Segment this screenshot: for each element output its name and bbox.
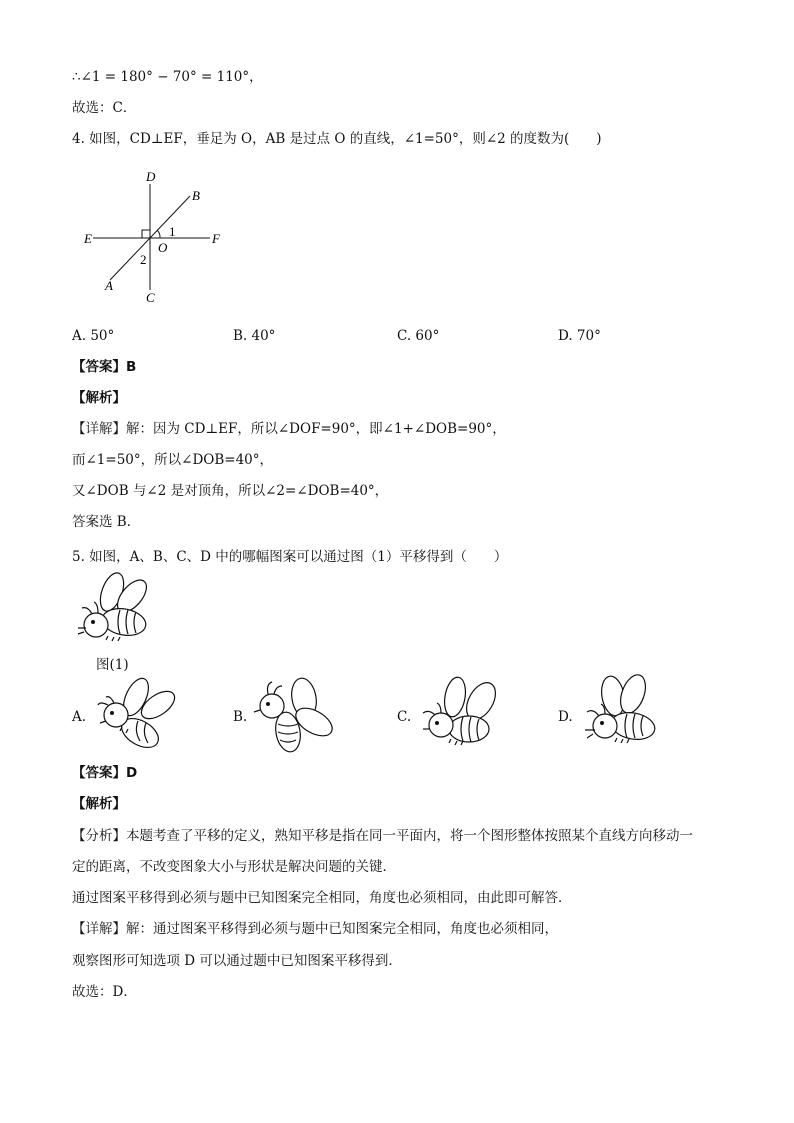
q4-analysis-heading: 【解析】: [72, 390, 126, 406]
label-C: C: [146, 290, 155, 305]
q4-detail-3: 又∠DOB 与∠2 是对顶角，所以∠2=∠DOB=40°，: [72, 483, 389, 499]
bee-option-b: [248, 672, 338, 757]
label-O: O: [158, 240, 168, 255]
label-angle-1: 1: [169, 224, 176, 239]
q4-option-b: B. 40°: [233, 328, 276, 344]
q5-detail-2: 观察图形可知选项 D 可以通过题中已知图案平移得到．: [72, 953, 402, 969]
line-conclusion: ∴∠1 = 180° − 70° = 110°，: [72, 69, 263, 85]
line-answer-choice: 故选：C．: [72, 100, 137, 116]
q5-analysis-2: 定的距离，不改变图象大小与形状是解决问题的关键．: [72, 859, 396, 875]
question-4: 4. 如图，CD⊥EF，垂足为 O，AB 是过点 O 的直线，∠1=50°，则∠2 的度数为( ): [72, 131, 602, 147]
q4-detail-4: 答案选 B．: [72, 514, 141, 530]
q5-option-a: A.: [72, 709, 87, 725]
q5-analysis-3: 通过图案平移得到必须与题中已知图案完全相同，角度也必须相同，由此即可解答．: [72, 890, 572, 906]
q5-analysis-heading: 【解析】: [72, 796, 126, 812]
question-5: 5. 如图，A、B、C、D 中的哪幅图案可以通过图（1）平移得到（ ）: [72, 549, 508, 565]
bee-option-d: [575, 672, 665, 752]
q5-option-b: B.: [233, 709, 248, 725]
label-D: D: [146, 169, 156, 184]
label-E: E: [84, 231, 92, 246]
fig1-caption: 图(1): [96, 657, 129, 673]
q5-conclusion: 故选：D．: [72, 984, 137, 1000]
q4-option-c: C. 60°: [397, 328, 440, 344]
q4-detail-2: 而∠1=50°，所以∠DOB=40°，: [72, 452, 274, 468]
q4-option-a: A. 50°: [72, 328, 115, 344]
label-angle-2: 2: [140, 252, 147, 267]
q4-detail-1: 【详解】解：因为 CD⊥EF，所以∠DOF=90°，即∠1+∠DOB=90°，: [72, 421, 506, 437]
label-F: F: [212, 231, 220, 246]
label-B: B: [192, 188, 200, 203]
angle-figure: [80, 162, 240, 312]
q5-analysis-1: 【分析】本题考查了平移的定义，熟知平移是指在同一平面内，将一个图形整体按照某个直线方向移动一: [72, 828, 693, 844]
bee-option-c: [415, 675, 505, 755]
q4-answer: 【答案】B: [72, 359, 137, 375]
label-A: A: [105, 278, 113, 293]
q5-option-c: C.: [397, 709, 412, 725]
q5-detail-1: 【详解】解：通过图案平移得到必须与题中已知图案完全相同，角度也必须相同，: [72, 921, 558, 937]
q5-option-d: D.: [558, 709, 573, 725]
q5-answer: 【答案】D: [72, 765, 138, 781]
q4-option-d: D. 70°: [558, 328, 601, 344]
bee-option-a: [88, 675, 178, 755]
bee-figure-1: [68, 570, 158, 645]
